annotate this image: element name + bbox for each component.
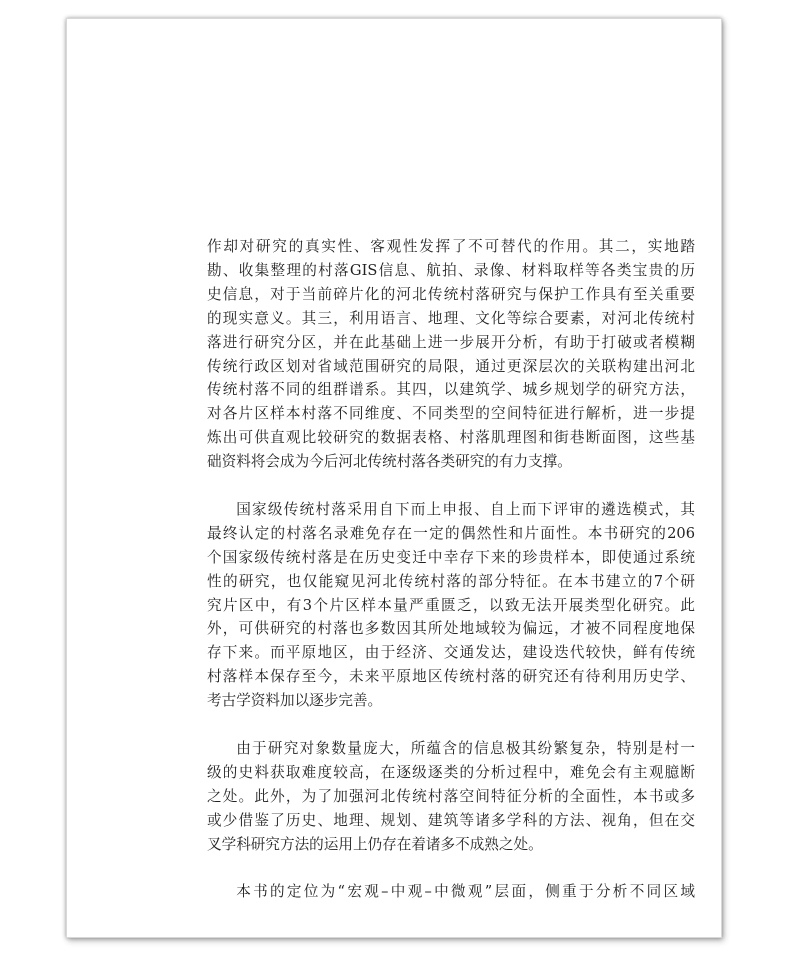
text-line: 本书的定位为“宏观–中观–中微观”层面，侧重于分析不同区域 (236, 883, 695, 901)
text-line: 叉学科研究方法的运用上仍存在着诸多不成熟之处。 (207, 835, 543, 853)
text-line: 的现实意义。其三，利用语言、地理、文化等综合要素，对河北传统村 (207, 309, 695, 327)
text-line: 最终认定的村落名录难免存在一定的偶然性和片面性。本书研究的206 (207, 524, 695, 542)
text-line: 炼出可供直观比较研究的数据表格、村落肌理图和街巷断面图，这些基 (207, 429, 695, 447)
text-line: 对各片区样本村落不同维度、不同类型的空间特征进行解析，进一步提 (207, 405, 695, 423)
text-line: 之处。此外，为了加强河北传统村落空间特征分析的全面性，本书或多 (207, 787, 695, 805)
text-line: 级的史料获取难度较高，在逐级逐类的分析过程中，难免会有主观臆断 (207, 763, 695, 781)
text-line: 外，可供研究的村落也多数因其所处地域较为偏远，才被不同程度地保 (207, 620, 695, 638)
paragraph-2 (207, 498, 695, 713)
text-line: 村落样本保存至今，未来平原地区传统村落的研究还有待利用历史学、 (207, 668, 695, 686)
text-line: 作却对研究的真实性、客观性发挥了不可替代的作用。其二，实地踏 (207, 238, 695, 255)
text-line: 传统村落不同的组群谱系。其四，以建筑学、城乡规划学的研究方法， (207, 381, 695, 399)
text-line: 勘、收集整理的村落GIS信息、航拍、录像、材料取样等各类宝贵的历 (207, 261, 695, 279)
text-line: 考古学资料加以逐步完善。 (207, 692, 383, 710)
text-line: 由于研究对象数量庞大，所蕴含的信息极其纷繁复杂，特别是村一 (236, 740, 695, 757)
text-line: 究片区中，有3个片区样本量严重匮乏，以致无法开展类型化研究。此 (207, 596, 695, 614)
text-line: 落进行研究分区，并在此基础上进一步展开分析，有助于打破或者模糊 (207, 333, 695, 351)
text-line: 国家级传统村落采用自下而上申报、自上而下评审的遴选模式，其 (236, 500, 695, 518)
paragraph-1 (207, 235, 695, 474)
paragraph-3 (207, 737, 695, 857)
text-line: 或少借鉴了历史、地理、规划、建筑等诸多学科的方法、视角，但在交 (207, 811, 695, 829)
document-page (66, 18, 722, 938)
text-line: 个国家级传统村落是在历史变迁中幸存下来的珍贵样本，即使通过系统 (207, 548, 695, 566)
text-line: 存下来。而平原地区，由于经济、交通发达，建设迭代较快，鲜有传统 (207, 644, 695, 662)
text-line: 传统行政区划对省域范围研究的局限，通过更深层次的关联构建出河北 (207, 357, 695, 375)
paragraph-4 (207, 880, 695, 904)
text-line: 史信息，对于当前碎片化的河北传统村落研究与保护工作具有至关重要 (207, 285, 695, 303)
text-line: 础资料将会成为今后河北传统村落各类研究的有力支撑。 (207, 453, 572, 471)
body-text (207, 235, 695, 928)
text-line: 性的研究，也仅能窥见河北传统村落的部分特征。在本书建立的7个研 (207, 572, 695, 590)
